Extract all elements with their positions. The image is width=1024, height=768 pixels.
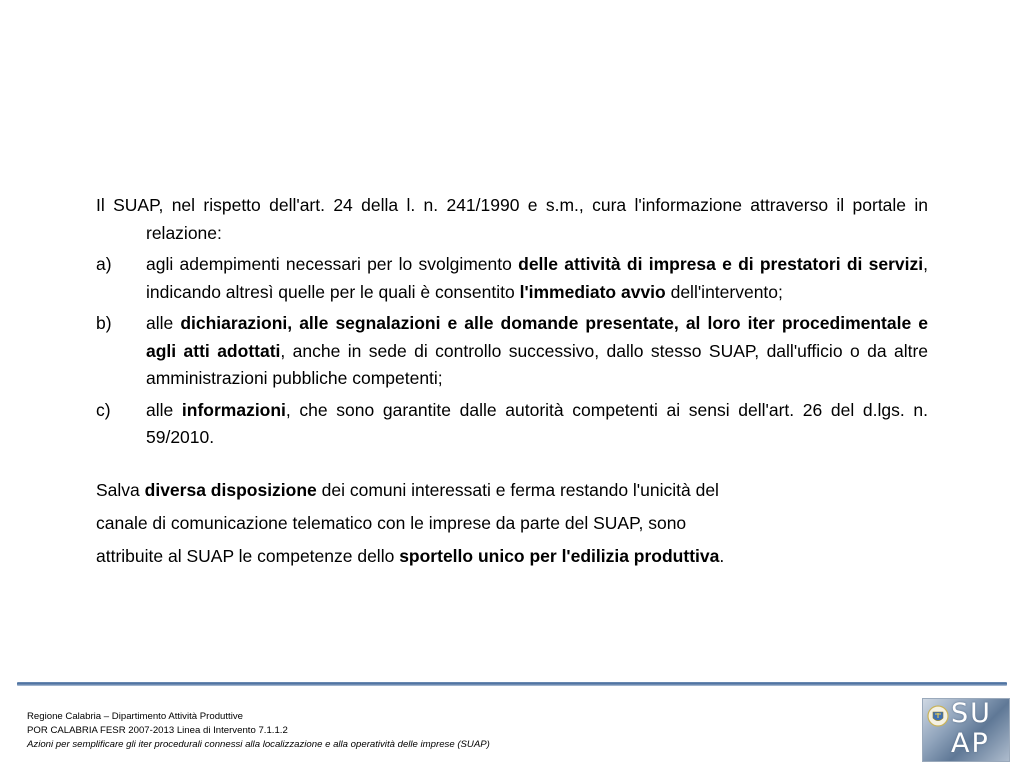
slide-body bbox=[96, 192, 928, 573]
closing-text: Salva bbox=[96, 479, 145, 500]
item-text: alle bbox=[146, 399, 182, 420]
item-text: agli adempimenti necessari per lo svolgimento bbox=[146, 254, 519, 274]
closing-paragraph bbox=[96, 474, 928, 573]
list-item-c bbox=[96, 397, 928, 452]
logo-lettering bbox=[951, 699, 1009, 761]
footer-line-department: Regione Calabria – Dipartimento Attività Produttive bbox=[27, 711, 243, 722]
list-letter: b) bbox=[96, 313, 112, 333]
regione-calabria-seal-icon bbox=[927, 705, 949, 727]
item-bold-text: dichiarazioni, alle segnalazioni e alle domande presentate, al loro iter procedimentale e agli atti adottati bbox=[146, 313, 929, 361]
list-item-b bbox=[96, 310, 928, 393]
list-letter: a) bbox=[96, 254, 112, 274]
closing-text: dei comuni interessati e ferma restando l'unicità del bbox=[316, 479, 719, 500]
logo-text-bottom: AP bbox=[951, 728, 990, 759]
item-text: alle bbox=[146, 313, 181, 333]
item-text: , che sono garantite dalle autorità competenti ai sensi dell'art. 26 del d.lgs. n. 59/2010. bbox=[146, 399, 928, 447]
item-bold-text: informazioni bbox=[181, 399, 286, 420]
closing-text: canale di comunicazione telematico con le imprese da parte del SUAP, sono bbox=[96, 512, 687, 533]
intro-paragraph: Il SUAP, nel rispetto dell'art. 24 della l. n. 241/1990 e s.m., cura l'informazione attraverso il portale in relazione: bbox=[96, 195, 928, 243]
footer bbox=[27, 710, 490, 752]
item-bold-text: l'immediato avvio bbox=[519, 281, 666, 302]
logo-text-top: SU bbox=[951, 698, 992, 729]
closing-bold-text: sportello unico per l'edilizia produttiva bbox=[399, 545, 720, 566]
closing-bold-text: diversa disposizione bbox=[144, 479, 317, 500]
item-text: , indicando altresì quelle per le quali è consentito bbox=[146, 254, 928, 302]
footer-divider bbox=[17, 682, 1007, 686]
footer-line-programme: POR CALABRIA FESR 2007-2013 Linea di Intervento 7.1.1.2 bbox=[27, 725, 288, 736]
closing-text: . bbox=[719, 545, 725, 566]
item-text: dell'intervento; bbox=[665, 281, 783, 302]
list-item-a bbox=[96, 251, 928, 306]
list-letter: c) bbox=[96, 399, 111, 420]
suap-logo bbox=[922, 698, 1010, 762]
closing-text: attribuite al SUAP le competenze dello bbox=[96, 545, 400, 566]
item-bold-text: delle attività di impresa e di prestatori di servizi bbox=[518, 254, 924, 274]
footer-line-project: Azioni per semplificare gli iter procedurali connessi alla localizzazione e alla operatività delle imprese (SUAP) bbox=[27, 739, 490, 750]
item-text: , anche in sede di controllo successivo, dallo stesso SUAP, dall'ufficio o da altre amministrazioni pubbliche competenti; bbox=[146, 340, 929, 388]
